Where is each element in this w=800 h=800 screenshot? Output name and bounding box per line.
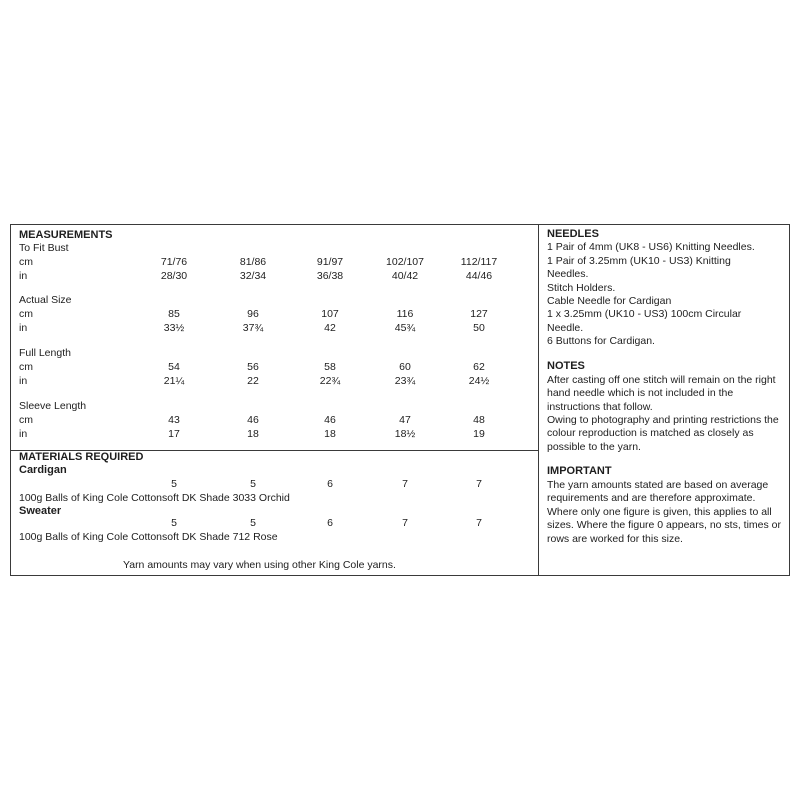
sleeve-in-3: 18 (324, 428, 336, 440)
cardigan-balls-2: 5 (250, 478, 256, 490)
important-para: The yarn amounts stated are based on average requirements and are therefore approximate. Where only one figure is given, this applies to all sizes. Where the figure 0 appears, no sts, times or rows are worked for this size. (547, 479, 782, 545)
length-in-4: 23¾ (394, 375, 416, 387)
sleeve-in-5: 19 (473, 428, 485, 440)
sweater-title: Sweater (19, 505, 62, 517)
length-in-5: 24½ (468, 375, 490, 387)
needles-line-6: 1 x 3.25mm (UK10 - US3) 100cm Circular (547, 308, 742, 320)
cardigan-balls-5: 7 (476, 478, 482, 490)
needles-line-3: Needles. (547, 268, 589, 280)
bust-in-4: 40/42 (391, 270, 419, 282)
notes-heading: NOTES (547, 360, 585, 372)
actual-in-3: 42 (324, 322, 336, 334)
row-label-cm: cm (19, 256, 33, 268)
important-heading: IMPORTANT (547, 465, 612, 477)
needles-line-1: 1 Pair of 4mm (UK8 - US6) Knitting Needles. (547, 241, 755, 253)
notes-para-2: Owing to photography and printing restrictions the colour reproduction is matched as closely as possible to the yarn. (547, 414, 779, 453)
actual-in-1: 33½ (163, 322, 185, 334)
sweater-balls-1: 5 (171, 517, 177, 529)
sweater-balls-2: 5 (250, 517, 256, 529)
length-cm-3: 58 (324, 361, 336, 373)
cardigan-balls-1: 5 (171, 478, 177, 490)
materials-heading: MATERIALS REQUIRED (19, 451, 144, 463)
to-fit-bust-label: To Fit Bust (19, 242, 69, 254)
bust-in-5: 44/46 (465, 270, 493, 282)
sleeve-cm-1: 43 (168, 414, 180, 426)
length-cm-4: 60 (399, 361, 411, 373)
length-cm-5: 62 (473, 361, 485, 373)
length-in-1: 21¼ (163, 375, 185, 387)
bust-cm-4: 102/107 (386, 256, 424, 268)
actual-size-label: Actual Size (19, 294, 72, 306)
actual-cm-1: 85 (168, 308, 180, 320)
bust-cm-3: 91/97 (316, 256, 344, 268)
actual-in-2: 37¾ (242, 322, 264, 334)
row-label-in: in (19, 270, 28, 282)
notes-para-1: After casting off one stitch will remain on the right hand needle which is not included in the instructions that follow. (547, 374, 776, 413)
bust-in-3: 36/38 (316, 270, 344, 282)
cardigan-yarn-desc: 100g Balls of King Cole Cottonsoft DK Shade 3033 Orchid (19, 492, 290, 504)
actual-cm-5: 127 (470, 308, 488, 320)
row-label-cm: cm (19, 361, 33, 373)
length-in-2: 22 (247, 375, 259, 387)
sweater-balls-3: 6 (327, 517, 333, 529)
actual-in-4: 45¾ (394, 322, 416, 334)
needles-line-7: Needle. (547, 322, 584, 334)
needles-line-4: Stitch Holders. (547, 282, 616, 294)
length-cm-1: 54 (168, 361, 180, 373)
actual-cm-3: 107 (321, 308, 339, 320)
sleeve-cm-2: 46 (247, 414, 259, 426)
row-label-cm: cm (19, 414, 33, 426)
needles-line-8: 6 Buttons for Cardigan. (547, 335, 655, 347)
sleeve-cm-4: 47 (399, 414, 411, 426)
measurements-heading: MEASUREMENTS (19, 229, 113, 241)
sleeve-cm-5: 48 (473, 414, 485, 426)
actual-cm-4: 116 (396, 308, 414, 320)
bust-cm-1: 71/76 (160, 256, 188, 268)
needles-line-2: 1 Pair of 3.25mm (UK10 - US3) Knitting (547, 255, 731, 267)
yarn-note: Yarn amounts may vary when using other King Cole yarns. (123, 559, 396, 571)
sleeve-cm-3: 46 (324, 414, 336, 426)
column-divider (538, 225, 539, 575)
sweater-balls-4: 7 (402, 517, 408, 529)
length-in-3: 22¾ (319, 375, 341, 387)
sweater-balls-5: 7 (476, 517, 482, 529)
bust-in-1: 28/30 (160, 270, 188, 282)
length-cm-2: 56 (247, 361, 259, 373)
actual-in-5: 50 (473, 322, 485, 334)
bust-in-2: 32/34 (239, 270, 267, 282)
bust-cm-5: 112/117 (460, 256, 498, 268)
sleeve-in-1: 17 (168, 428, 180, 440)
bust-cm-2: 81/86 (239, 256, 267, 268)
needles-line-5: Cable Needle for Cardigan (547, 295, 672, 307)
full-length-label: Full Length (19, 347, 71, 359)
row-label-in: in (19, 428, 28, 440)
needles-heading: NEEDLES (547, 228, 599, 240)
row-label-cm: cm (19, 308, 33, 320)
sleeve-length-label: Sleeve Length (19, 400, 87, 412)
sweater-yarn-desc: 100g Balls of King Cole Cottonsoft DK Shade 712 Rose (19, 531, 278, 543)
actual-cm-2: 96 (247, 308, 259, 320)
row-label-in: in (19, 322, 28, 334)
row-label-in: in (19, 375, 28, 387)
sleeve-in-2: 18 (247, 428, 259, 440)
sleeve-in-4: 18½ (394, 428, 416, 440)
cardigan-balls-3: 6 (327, 478, 333, 490)
cardigan-balls-4: 7 (402, 478, 408, 490)
cardigan-title: Cardigan (19, 464, 67, 476)
